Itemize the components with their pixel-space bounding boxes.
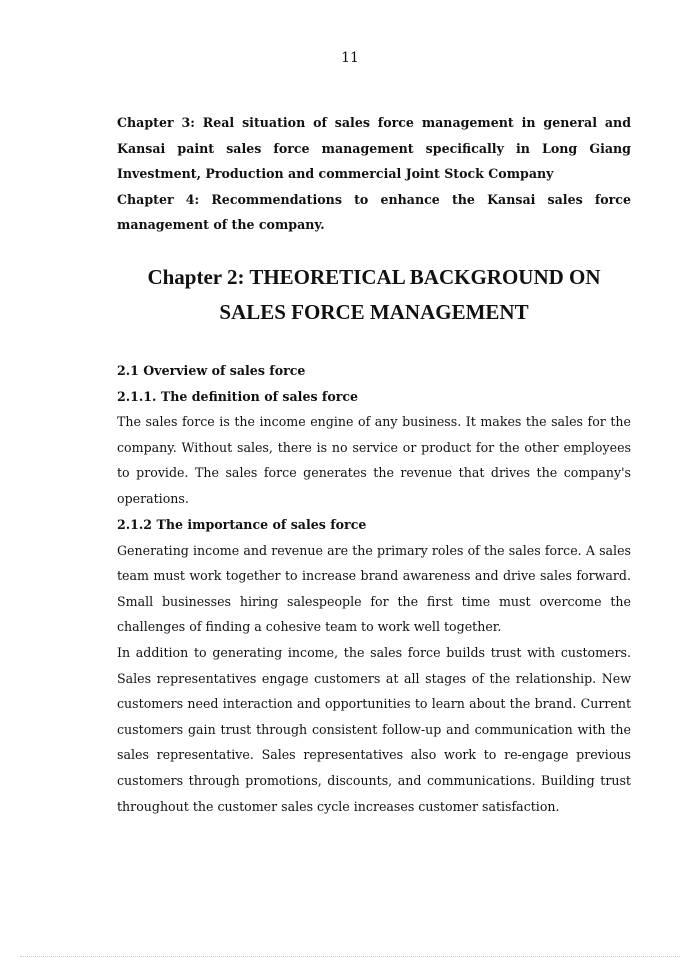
subsection-heading: 2.1.1. The definition of sales force [117,388,359,404]
page-number: 11 [341,50,359,66]
section-2-1-2 [117,512,631,819]
body-paragraph: The sales force is the income engine of any business. It makes the sales for the company. Without sales, there is no service or product for the other employees to provide. The sales force generates the revenue that drives the company's operations. [117,414,631,506]
chapter-3-summary: Chapter 3: Real situation of sales force management in general and Kansai paint sales force management specifically in Long Giang Investment, Production and commercial Joint Stock Company [117,115,631,181]
chapter-title-line-1: Chapter 2: THEORETICAL BACKGROUND ON [147,265,601,289]
chapter-overview [117,110,631,238]
chapter-4-summary: Chapter 4: Recommendations to enhance the Kansai sales force management of the company. [117,191,631,232]
body-paragraph: Generating income and revenue are the primary roles of the sales force. A sales team must work together to increase brand awareness and drive sales forward. Small businesses hiring salespeople for the first time must overcome the challenges of finding a cohesive team to work well together. [117,542,631,635]
chapter-title [117,260,631,330]
subsection-heading: 2.1.2 The importance of sales force [117,517,367,532]
page-bottom-divider [20,956,680,957]
section-heading: 2.1 Overview of sales force [117,363,306,378]
body-paragraph: In addition to generating income, the sales force builds trust with customers. Sales representatives engage customers at all stages of the relationship. New customers need interaction and opportunities to learn about the brand. Current customers gain trust through consistent follow-up and communication with the sales representative. Sales representatives also work to re-engage previous customers through promotions, discounts, and communications. Building trust throughout the customer sales cycle increases customer satisfaction. [117,644,631,814]
chapter-title-line-2: SALES FORCE MANAGEMENT [219,300,529,324]
section-2-1 [117,358,631,512]
